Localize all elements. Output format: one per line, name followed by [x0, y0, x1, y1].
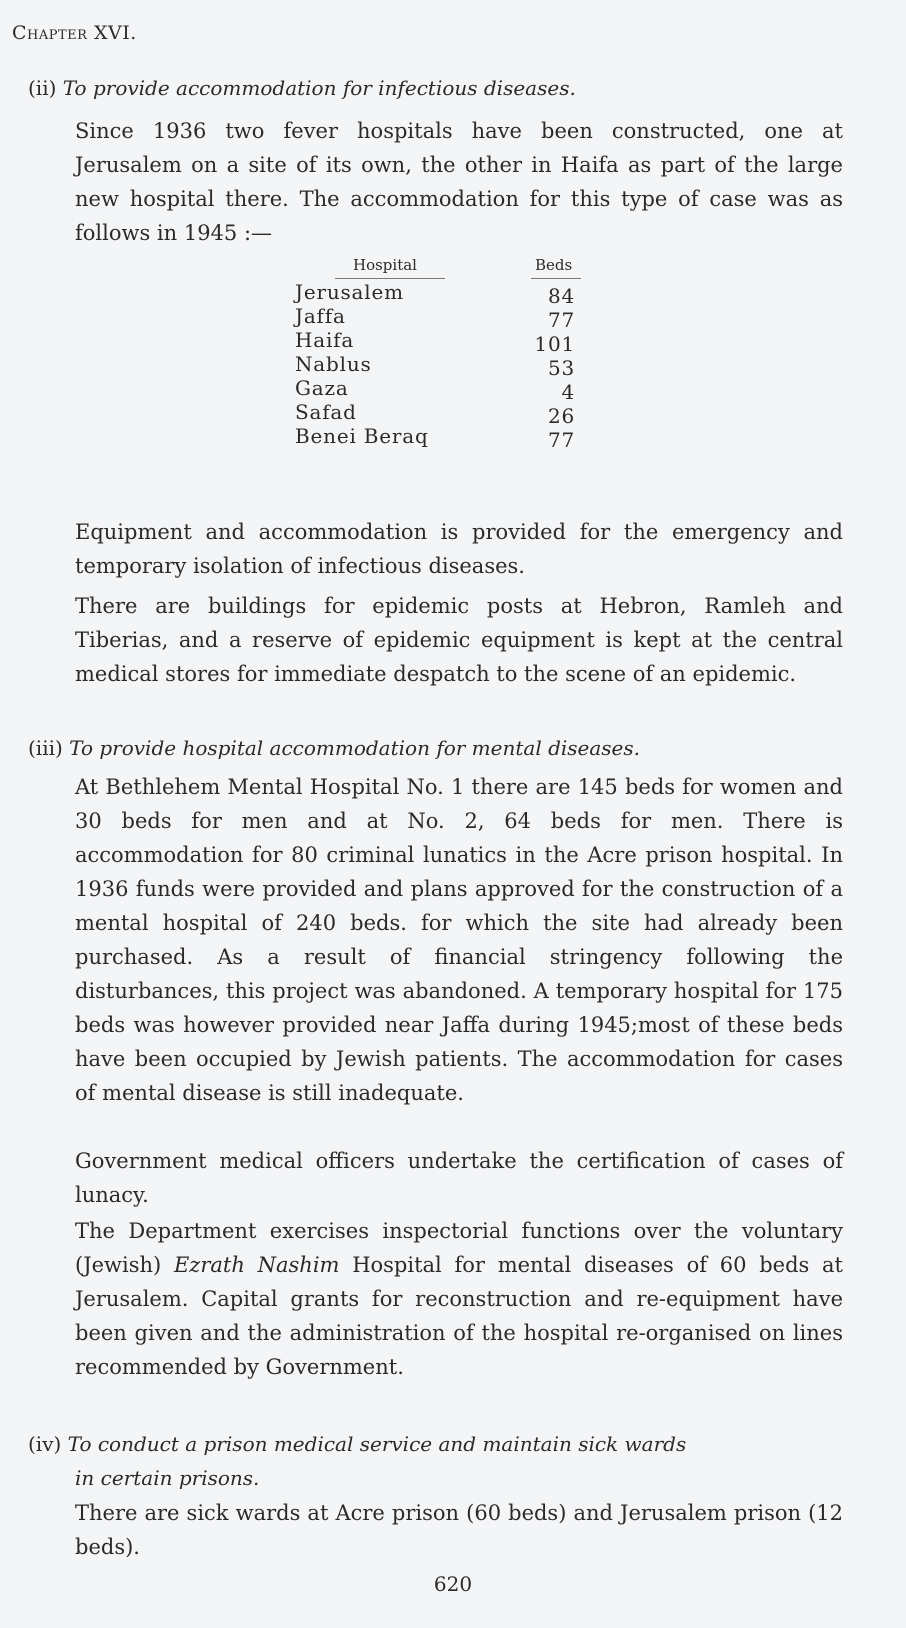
- section-heading-iv: [28, 1432, 686, 1456]
- chapter-heading: Chapter XVI.: [12, 22, 137, 44]
- hospital-name: Gaza: [295, 376, 349, 400]
- bed-count: 77: [547, 308, 575, 332]
- table-row: [295, 376, 585, 404]
- table-row: [295, 280, 585, 308]
- section-title: To conduct a prison medical service and maintain sick wards: [67, 1432, 687, 1456]
- page-number: 620: [433, 1572, 473, 1596]
- section-number: (iv): [28, 1432, 62, 1456]
- text-span: The Department exercises inspectorial functions over the voluntary (Jewish): [75, 1219, 843, 1277]
- bed-count: 84: [547, 284, 575, 308]
- paragraph-ezrath-nashim: [75, 1214, 843, 1384]
- bed-count: 26: [547, 404, 575, 428]
- hospital-name-italic: Ezrath Nashim: [173, 1253, 340, 1277]
- paragraph-fever-intro: Since 1936 two fever hospitals have been constructed, one at Jerusalem on a site of its own, the other in Haifa as part of the large new hospital there. The accommodation for this type of case was as follows in 1945 :—: [75, 119, 843, 245]
- section-number: (ii): [28, 76, 57, 100]
- hospital-name: Nablus: [295, 352, 372, 376]
- section-title: To provide hospital accommodation for mental diseases.: [69, 736, 641, 760]
- hospital-name: Benei Beraq: [295, 424, 429, 448]
- hospital-name: Jaffa: [295, 304, 346, 328]
- table-header: [295, 256, 585, 280]
- section-heading-iii: [28, 736, 640, 760]
- hospital-name: Safad: [295, 400, 357, 424]
- text-span: Hospital for mental diseases of 60 beds at Jerusalem. Capital grants for reconstruction and re-equipment have been given and the administration of the hospital re-organised on lines recommended by Government.: [75, 1253, 843, 1379]
- hospital-name: Haifa: [295, 328, 355, 352]
- header-rule: [531, 278, 581, 279]
- bed-count: 4: [561, 380, 575, 404]
- paragraph-sick-wards: There are sick wards at Acre prison (60 beds) and Jerusalem prison (12 beds).: [75, 1501, 843, 1559]
- section-title: To provide accommodation for infectious diseases.: [62, 76, 576, 100]
- fever-hospital-table: [295, 256, 585, 452]
- column-header-beds: Beds: [535, 256, 573, 274]
- table-row: [295, 400, 585, 428]
- section-number: (iii): [28, 736, 63, 760]
- section-heading-iv-continued: in certain prisons.: [75, 1466, 260, 1490]
- paragraph-certification: Government medical officers undertake the certification of cases of lunacy.: [75, 1149, 843, 1207]
- section-heading-ii: [28, 76, 576, 100]
- column-header-hospital: Hospital: [353, 256, 417, 274]
- paragraph-bethlehem: At Bethlehem Mental Hospital No. 1 there are 145 beds for women and 30 beds for men and at No. 2, 64 beds for men. There is accommodation for 80 criminal lunatics in the Acre prison hospital. In 1936 funds were provided and plans approved for the construction of a mental hospital of 240 beds. for which the site had already been purchased. As a result of financial stringency following the disturbances, this project was abandoned. A temporary hospital for 175 beds was however provided near Jaffa during 1945;most of these beds have been occupied by Jewish patients. The accommodation for cases of mental disease is still inadequate.: [75, 775, 843, 1105]
- table-row: [295, 424, 585, 452]
- table-row: [295, 328, 585, 356]
- bed-count: 101: [534, 332, 575, 356]
- table-row: [295, 352, 585, 380]
- bed-count: 53: [547, 356, 575, 380]
- bed-count: 77: [547, 428, 575, 452]
- table-row: [295, 304, 585, 332]
- hospital-name: Jerusalem: [295, 280, 404, 304]
- paragraph-equipment: Equipment and accommodation is provided for the emergency and temporary isolation of infectious diseases.: [75, 520, 843, 578]
- header-rule: [335, 278, 445, 279]
- paragraph-epidemic-posts: There are buildings for epidemic posts at Hebron, Ramleh and Tiberias, and a reserve of epidemic equipment is kept at the central medical stores for immediate despatch to the scene of an epidemic.: [75, 594, 843, 686]
